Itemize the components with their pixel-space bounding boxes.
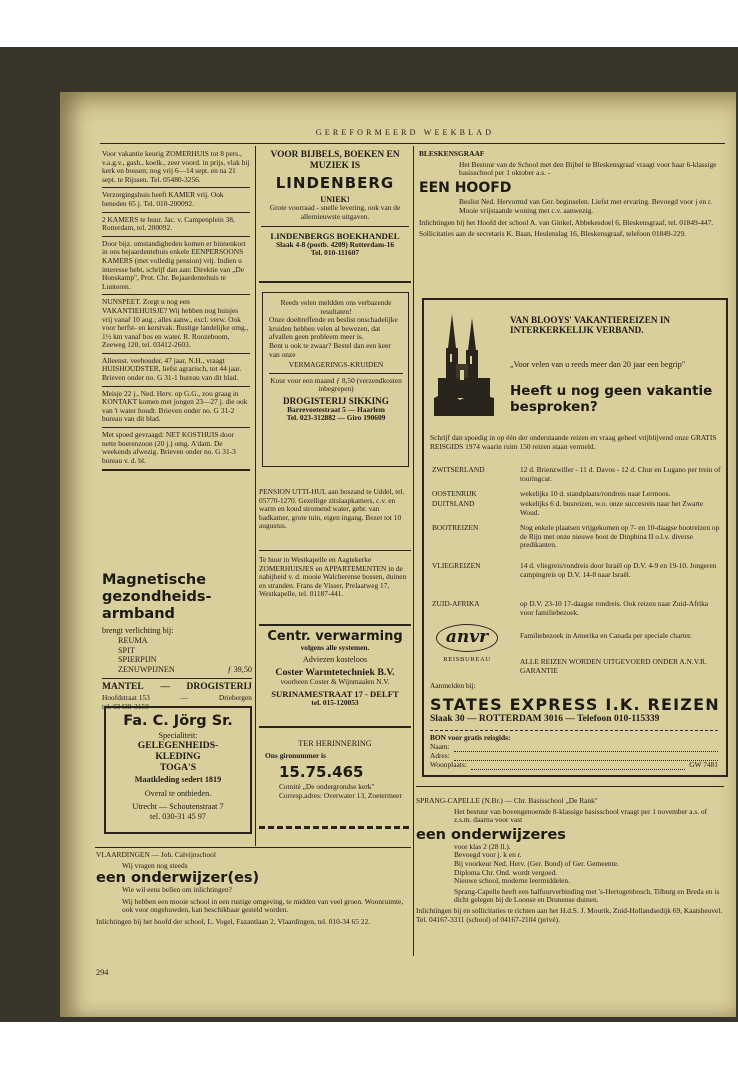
coupon-line — [454, 743, 718, 752]
sprang-info: Inlichtingen bij en sollicitaties te richten aan het H.d.S. J. Mourik, Zuid-Hollandsedijk 69, Kaatsheuvel. Tel. 04167-3311 (school) of 04167-2104 (privé). — [416, 905, 723, 924]
lindenberg-uniek: UNIEK! — [320, 195, 350, 204]
sprang-title: een onderwijzeres — [416, 826, 566, 843]
column-divider — [413, 146, 414, 956]
reisgids-coupon — [430, 730, 718, 770]
herinnering-comite: Comité „De ondergrondse kerk" — [279, 782, 375, 791]
sikking-product: VERMAGERINGS-KRUIDEN — [288, 360, 384, 370]
mantel-left: MANTEL — [102, 682, 144, 693]
jorg-items — [106, 740, 250, 773]
ad-kamers: 2 KAMERS te huur. Jac. v. Campenplein 38, Rotterdam, tel. 200092. — [102, 214, 235, 233]
magnet-item: ZENUWPIJNEN — [118, 664, 175, 674]
magnet-subtitle: brengt verlichting bij: — [102, 626, 174, 635]
section-rule — [95, 847, 411, 848]
bleskensgraaf-req: Mooie vrijstaande woning met c.v. aanwezig. — [459, 206, 594, 216]
jorg-since: Maatkleding sedert 1819 — [134, 775, 222, 785]
blooys-aanmelden: Aanmelden bij: — [430, 681, 476, 690]
trip-row — [432, 600, 722, 624]
ad-kosthuis: Met spoed gevraagd: NET KOSTHUIS door nette boerenzoon (20 j.) omg. A'dam. De weekends afwezig. Brieven onder no. G 31-3 bureau v. d. bl. — [102, 430, 236, 465]
cv-tel: tel. 015-120053 — [311, 697, 359, 707]
magnet-list — [118, 636, 252, 674]
cv-address: SURINAMESTRAAT 17 - DELFT — [271, 688, 399, 699]
ad-kontakt: Meisje 22 j., Ned. Herv. op G.G., zou graag in KONTAKT komen met jongen 23—27 j. die ook van 't water houdt. Brieven onder no. G 31-2 bureau van dit blad. — [102, 388, 248, 424]
sprang-req: Diploma Chr. Ond. wordt vergoed. — [454, 867, 558, 877]
herinnering-ad — [259, 739, 411, 800]
bleskensgraaf-title: EEN HOOFD — [419, 179, 512, 196]
anvr-logo-word: anvr — [445, 627, 489, 647]
column-1 — [102, 150, 250, 475]
herinnering-adres: Corresp.adres: Overwater 13, Zoetermeer — [279, 790, 402, 800]
section-rule — [259, 624, 411, 626]
sprang-req: Bevoegd voor j. k en r. — [454, 850, 522, 860]
section-rule — [259, 726, 411, 728]
coupon-label: Woonplaats: — [430, 759, 467, 769]
cv-ad — [259, 629, 411, 707]
coupon-label: Naam: — [430, 741, 450, 751]
blooys-title: Heeft u nog geen vakantie besproken? — [510, 383, 713, 415]
sikking-tel: Tel. 023-312882 — Giro 190609 — [286, 413, 386, 423]
mantel-right: DROGISTERIJ — [186, 682, 252, 693]
jorg-bezoek: Overal te ontbieden. — [144, 788, 212, 798]
trip-desc: wekelijks 10 d. standplaats/rondreis naar Lermoos. — [520, 489, 671, 498]
trip-country: ZUID-AFRIKA — [432, 599, 480, 608]
bleskensgraaf-ad — [419, 150, 723, 238]
anvr-logo — [436, 624, 498, 652]
sikking-text: Reeds velen meldden ons verbazende resultaten! — [280, 298, 392, 316]
sikking-ad — [262, 292, 409, 467]
coupon-field-woonplaats[interactable] — [430, 761, 718, 770]
cv-subtitle: volgens alle systemen. — [300, 643, 370, 652]
bleskensgraaf-head: BLESKENSGRAAF — [419, 149, 485, 158]
trip-desc: wekelijks 6 d. busreizen, w.o. onze succesreis naar het Zwarte Woud. — [520, 499, 704, 517]
bleskensgraaf-intro: Het Bestuur van de School met den Bijbel te Bleskensgraaf vraagt voor haar 6-klassige basisschool per 1 oktober a.s. - — [459, 159, 717, 178]
mantel-city: Driebergen — [218, 693, 252, 703]
anvr-logo-sub: REISBUREAU — [443, 656, 491, 663]
lindenberg-text: Grote voorraad - snelle levering, ook van de allernieuwste uitgaven. — [269, 203, 401, 221]
trip-country: DUITSLAND — [432, 499, 475, 508]
mantel-dash: — — [160, 682, 170, 693]
magnet-item: REUMA — [118, 636, 148, 646]
ad-zomerhuis: Voor vakantie keurig ZOMERHUIS tot 8 pers., v.a.g.v., gash., koelk., zeer voord. in prijs, vlak bij kerk en bossen; nog vrij 6—14 sept. en na 21 sept. te Rijssen. Tel. 05480-3256. — [102, 149, 250, 184]
blooys-garantie: ALLE REIZEN WORDEN UITGEVOERD ONDER A.N.V.R. GARANTIE — [520, 657, 707, 675]
cathedral-illustration — [434, 312, 494, 416]
bleskensgraaf-req: Beslist Ned. Hervormd van Ger. beginselen. Liefst met ervaring. Bevoegd voor j en r. — [459, 196, 712, 206]
cv-title: Centr. verwarming — [267, 629, 403, 644]
trip-row — [432, 524, 722, 562]
trip-country: ZWITSERLAND — [432, 465, 485, 474]
page-number: 294 — [96, 968, 109, 977]
section-rule — [416, 786, 724, 787]
mantel-tel: tel. 03438-3150 — [102, 701, 149, 711]
section-rule — [259, 281, 411, 283]
bleskensgraaf-soll: Sollicitaties aan de secretaris K. Baan, Heulenslag 16, Bleskensgraaf, telefoon 01849-229. — [419, 228, 687, 238]
sprang-intro: Het bestuur van bovengenoemde 8-klassige basisschool vraagt per 1 november a.s. of z.s.m. daarna voor vast — [454, 806, 708, 825]
jorg-ad — [104, 706, 252, 834]
column-divider — [255, 146, 256, 846]
magnet-price: ƒ 39,50 — [227, 664, 252, 674]
trip-row — [432, 466, 722, 490]
sikking-body — [269, 299, 403, 423]
ad-huishoudster: Alleenst. veehouder, 47 jaar, N.H., vraagt HUISHOUDSTER, liefst agrarisch, tot 44 jaar. Brieven onder no. G 31-1 bureau van dit blad. — [102, 355, 242, 383]
magnet-item: SPIERPIJN — [118, 655, 157, 665]
trip-desc: 12 d. Brienzwiller - 11 d. Davos - 12 d. Chur en Lugano per trein of touringcar. — [520, 465, 721, 483]
mantel-addr-dash: — — [180, 693, 189, 703]
bleskensgraaf-info: Inlichtingen bij het Hoofd der school A. van Ginkel, Abbekesdoel 6, Bleskensgraaf, tel. 01849-447. — [419, 217, 714, 227]
blooys-ad — [422, 298, 728, 777]
blooys-quote: „Voor velen van u reeds meer dan 20 jaar een begrip" — [510, 360, 686, 369]
page-header: GEREFORMEERD WEEKBLAD — [315, 128, 495, 137]
sprang-req: Bij voorkeur Ned. Herv. (Ger. Bond) of Ger. Gemeente. — [454, 858, 619, 868]
lindenberg-ad — [259, 150, 411, 258]
herinnering-title: TER HERINNERING — [298, 739, 372, 748]
cv-name: Coster Warmtetechniek B.V. — [275, 667, 395, 678]
coupon-field-adres[interactable] — [430, 752, 718, 761]
jorg-name: Fa. C. Jörg Sr. — [123, 713, 233, 729]
mantel-street: Hoofdstraat 153 — [102, 693, 150, 703]
sprang-req: voor klas 2 (28 ll.). — [454, 841, 511, 851]
lindenberg-shop: LINDENBERGS BOEKHANDEL — [270, 230, 400, 241]
sikking-price: Kuur voor een maand ƒ 8,50 (verzendkosten inbegrepen) — [270, 375, 402, 394]
lindenberg-heading: VOOR BIJBELS, BOEKEN EN MUZIEK IS — [270, 150, 400, 171]
ad-bejaardentehuis: Door bijz. omstandigheden komen er binnenkort in ons bejaardentehuis enkele EENPERSOONS KAMERS (met volledig pension) vrij. Indien u interesse hebt, schrijf dan aan: Direktie van „De Honskamp", Prot. Chr. Bejaardentehuis te Lunteren. — [102, 238, 246, 291]
jorg-tel: tel. 030-31 45 97 — [150, 811, 206, 821]
coupon-code: GW 7481 — [689, 759, 718, 769]
sprang-requirements — [454, 843, 724, 886]
vlaardingen-line: Wij vragen nog steeds — [122, 860, 188, 870]
ad-nunspeet: NUNSPEET. Zorgt u nog een VAKANTIEHUISJE? Wij hebben nog huisjes vrij vanaf 10 aug.; alles aanw., excl. verw. Ook voor herfst- en kerstvak. Rustige landelijke omg., 1½ km vanaf bos en water. R. Roozeboom, Zeeweg 120, tel. 03412-2603. — [102, 297, 249, 350]
trip-list — [432, 466, 722, 624]
westkapelle-ad: Te huur in Westkapelle en Aagtekerke ZOMERHUISJES en APPARTEMENTEN in de nabijheid v. d. mooie Walcherense bossen, duinen en stranden. Frans de Visser, Prelaatweg 17, Westkapelle, tel. 01187-441. — [259, 555, 407, 599]
trip-row — [432, 500, 722, 524]
pension-ad: PENSION UTTI-HUL aan boszand te Uddel, tel. 05770-1270. Gezellige zitslaapkamers, c.v. en warm en koud stromend water, gebr. van badkamer, grote tuin, eigen ingang. Bezet tot 10 augustus. — [259, 487, 405, 531]
trip-country: VLIEGREIZEN — [432, 561, 481, 570]
jorg-item: KLEDING — [155, 751, 201, 763]
blooys-company: STATES EXPRESS I.K. REIZEN — [430, 695, 720, 714]
blooys-family: Familiebezoek in Amerika en Canada per speciale charter. — [520, 631, 692, 640]
lindenberg-address: Slaak 4-8 (postb. 4209) Rotterdam-16 — [275, 239, 395, 249]
herinnering-number: 15.75.465 — [279, 763, 364, 781]
sprang-req: Nieuwe school, moderne leermiddelen. — [454, 876, 570, 886]
magnet-ad — [102, 572, 252, 711]
coupon-line — [454, 752, 718, 761]
decorative-border — [259, 826, 409, 833]
vlaardingen-info: Inlichtingen bij het hoofd der school, L. Vogel, Fazantlaan 2, Vlaardingen, tel. 010-34 65 22. — [96, 916, 371, 926]
cv-advice: Adviezen kosteloos — [302, 654, 368, 664]
vlaardingen-text: Wij hebben een mooie school in een rustige omgeving, te midden van veel groen. Woonruimte, ook voor ongehuwden, kan beschikbaar gesteld worden. — [122, 896, 404, 915]
herinnering-giro: Ons gironummer is — [265, 751, 326, 761]
ad-verzorgingshuis: Verzorgingshuis heeft KAMER vrij. Ook beneden 65 j. Tel. 010-200092. — [102, 190, 224, 208]
trip-desc: 14 d. vliegreis/rondreis door Israël op D.V. 4-9 en 19-10. Jongeren campingreis op D.V. 14-8 naar Israël. — [520, 561, 717, 579]
mantel-line — [102, 682, 252, 692]
sikking-text: Bent u ook te zwaar? Bestel dan een keer van onze — [269, 340, 391, 359]
coupon-field-naam[interactable] — [430, 743, 718, 752]
jorg-item: GELEGENHEIDS- — [137, 740, 219, 752]
coupon-label: Adres: — [430, 750, 450, 760]
lindenberg-name: LINDENBERG — [275, 174, 395, 192]
sikking-text: Onze doeltreffende en beslist onschadelijke kruiden hebben velen al bewezen, dat afvallen geen probleem meer is. — [269, 315, 398, 342]
blooys-heading: VAN BLOOYS' VAKANTIEREIZEN IN INTERKERKELIJK VERBAND. — [510, 315, 671, 336]
header-rule — [100, 143, 725, 144]
blooys-intro: Schrijf dan spoedig in op één der onderstaande reizen en vraag geheel vrijblijvend onze GRATIS REISGIDS 1974 waarin ruim 150 reizen staan vermeld. — [430, 433, 717, 451]
coupon-title: BON voor gratis reisgids: — [430, 733, 511, 742]
sprang-head: SPRANG-CAPELLE (N.Br.) — Chr. Basisschool „De Rank" — [416, 796, 598, 805]
vlaardingen-ad — [96, 851, 410, 927]
vlaardingen-head: VLAARDINGEN — Joh. Calvijnschool — [96, 850, 216, 859]
section-rule — [259, 550, 411, 551]
vlaardingen-bel: Wie wil eens bellen om inlichtingen? — [122, 885, 232, 895]
magnet-item: SPIT — [118, 645, 135, 655]
vlaardingen-title: een onderwijzer(es) — [96, 870, 260, 887]
jorg-item: TOGA'S — [159, 762, 197, 774]
trip-row — [432, 562, 722, 600]
sikking-name: DROGISTERIJ SIKKING — [283, 395, 389, 406]
trip-desc: op D.V. 23-10 17-daagse rondreis. Ook reizen naar Zuid-Afrika voor familiebezoek. — [520, 599, 709, 617]
coupon-line — [471, 761, 685, 770]
jorg-spec: Specialiteit: — [158, 731, 198, 740]
sprang-travel: Sprang-Capelle heeft een halfuurverbinding met 's-Hertogenbosch, Tilburg en Breda en is dicht gelegen bij de Loonse en Drunense duinen. — [454, 886, 720, 905]
sikking-address: Barrevoetestraat 5 — Haarlem — [287, 404, 385, 414]
cv-prev: voorheen Coster & Wijnmaalen N.V. — [280, 677, 390, 686]
jorg-address: Utrecht — Schoutenstraat 7 — [132, 802, 224, 812]
lindenberg-tel: Tel. 010-111607 — [310, 248, 360, 258]
trip-country: BOOTREIZEN — [432, 523, 479, 532]
sprang-ad — [416, 797, 724, 924]
blooys-address: Slaak 30 — ROTTERDAM 3016 — Telefoon 010-115339 — [430, 714, 660, 724]
trip-desc: Nog enkele plaatsen vrijgekomen op 7- en 10-daagse bootreizen op de Rijn met onze nieuwe boot de Dinphina II o.l.v. diverse predikanten. — [520, 523, 720, 550]
trip-country: OOSTENRIJK — [432, 489, 477, 498]
magnet-title: Magnetische gezondheids-armband — [102, 572, 212, 622]
